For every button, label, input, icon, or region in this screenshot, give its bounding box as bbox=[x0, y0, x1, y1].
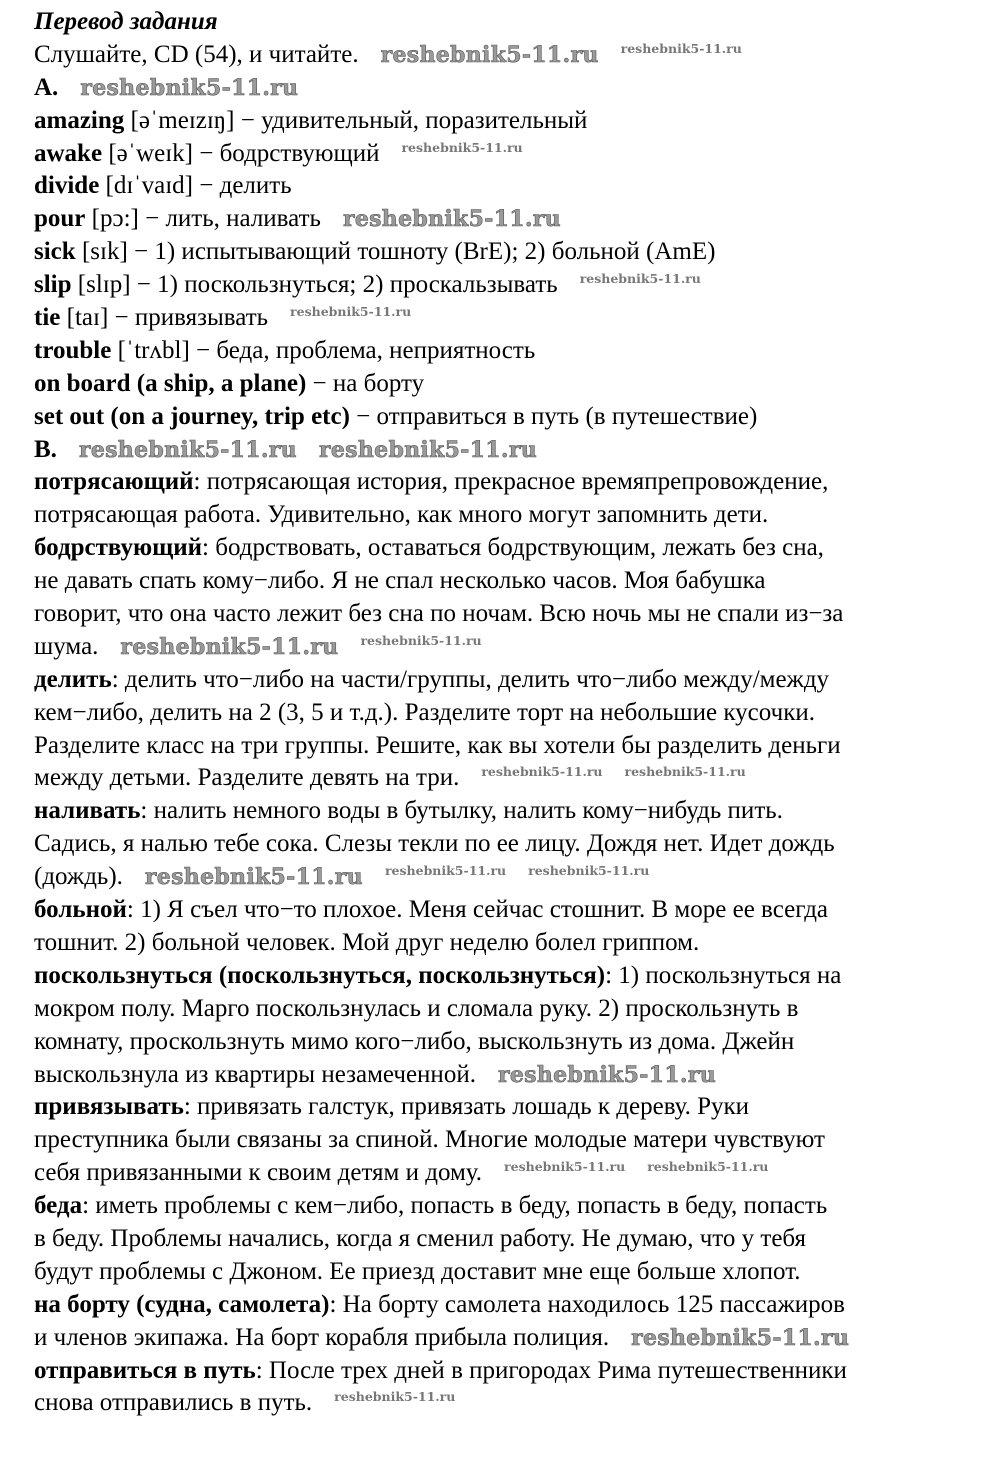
example-text: мокром полу. Марго поскользнулась и сломала руку. 2) проскользнуть в bbox=[34, 994, 799, 1022]
vocabulary-definition: [ˈtrʌbl] − беда, проблема, неприятность bbox=[111, 336, 536, 364]
example-text: между детьми. Разделите девять на три. bbox=[34, 764, 460, 792]
example-line bbox=[34, 1157, 849, 1190]
watermark: reshebnik5-11.ru bbox=[624, 764, 746, 780]
example-text: : бодрствовать, оставаться бодрствующим, лежать без сна, bbox=[202, 534, 824, 562]
watermark: reshebnik5-11.ru bbox=[144, 864, 363, 891]
section-a-line bbox=[34, 72, 849, 105]
watermark: reshebnik5-11.ru bbox=[120, 633, 339, 660]
vocabulary-word: slip bbox=[34, 271, 72, 299]
section-b-label: B. bbox=[34, 435, 57, 463]
vocabulary-entry bbox=[34, 105, 849, 138]
vocabulary-word: trouble bbox=[34, 336, 112, 364]
example-line bbox=[34, 1322, 849, 1355]
example-term: больной bbox=[34, 896, 127, 924]
example-line bbox=[34, 598, 849, 631]
intro-text: Слушайте, CD (54), и читайте. bbox=[34, 40, 359, 68]
example-entry bbox=[34, 532, 849, 664]
example-text: кем−либо, делить на 2 (3, 5 и т.д.). Разделите торт на небольшие кусочки. bbox=[34, 698, 815, 726]
example-text: снова отправились в путь. bbox=[34, 1389, 313, 1417]
vocabulary-word: amazing bbox=[34, 106, 125, 134]
example-entry bbox=[34, 1190, 849, 1289]
example-term: поскользнуться (поскользнуться, поскользнуться) bbox=[34, 961, 606, 989]
example-text: будут проблемы с Джоном. Ее приезд доставит мне еще больше хлопот. bbox=[34, 1257, 801, 1285]
vocabulary-word: set out (on a journey, trip etc) bbox=[34, 402, 350, 430]
watermark: reshebnik5-11.ru bbox=[380, 41, 599, 68]
example-line bbox=[34, 894, 849, 927]
vocabulary-entry bbox=[34, 203, 849, 236]
vocabulary-entry bbox=[34, 401, 849, 434]
watermark: reshebnik5-11.ru bbox=[318, 436, 538, 463]
example-line bbox=[34, 730, 849, 763]
example-line bbox=[34, 828, 849, 861]
example-text: в беду. Проблемы начались, когда я сменил работу. Не думаю, что у тебя bbox=[34, 1224, 807, 1252]
example-line bbox=[34, 664, 849, 697]
example-line bbox=[34, 762, 849, 795]
example-text: : делить что−либо на части/группы, делить что−либо между/между bbox=[111, 665, 830, 693]
example-line bbox=[34, 1289, 849, 1322]
example-entry bbox=[34, 466, 849, 532]
example-line bbox=[34, 1091, 849, 1124]
watermark: reshebnik5-11.ru bbox=[334, 1389, 456, 1405]
example-line bbox=[34, 466, 849, 499]
vocabulary-definition: [slɪp] − 1) поскользнуться; 2) проскальзывать bbox=[71, 271, 558, 299]
example-term: потрясающий bbox=[34, 468, 194, 496]
example-line bbox=[34, 861, 849, 894]
vocabulary-definition: [əˈmeɪzɪŋ] − удивительный, поразительный bbox=[124, 106, 588, 134]
vocabulary-word: awake bbox=[34, 139, 103, 167]
example-text: : 1) поскользнуться на bbox=[605, 961, 842, 989]
example-text: выскользнула из квартиры незамеченной. bbox=[34, 1060, 476, 1088]
example-entry bbox=[34, 1289, 849, 1355]
vocabulary-entry bbox=[34, 170, 849, 203]
vocabulary-definition: [dɪˈvaɪd] − делить bbox=[99, 172, 292, 200]
example-line bbox=[34, 1256, 849, 1289]
example-line bbox=[34, 631, 849, 664]
example-term: отправиться в путь bbox=[34, 1356, 256, 1384]
example-line bbox=[34, 1190, 849, 1223]
example-entry bbox=[34, 1355, 849, 1421]
example-text: тошнит. 2) больной человек. Мой друг неделю болел гриппом. bbox=[34, 928, 700, 956]
example-text: : потрясающая история, прекрасное времяпрепровождение, bbox=[193, 468, 829, 496]
vocabulary-entry bbox=[34, 368, 849, 401]
watermark: reshebnik5-11.ru bbox=[290, 304, 412, 320]
watermark: reshebnik5-11.ru bbox=[360, 632, 482, 648]
example-line bbox=[34, 795, 849, 828]
watermark: reshebnik5-11.ru bbox=[528, 863, 650, 879]
vocabulary-word: pour bbox=[34, 205, 86, 233]
example-text: потрясающая работа. Удивительно, как много могут запомнить дети. bbox=[34, 501, 769, 529]
watermark: reshebnik5-11.ru bbox=[504, 1159, 626, 1175]
watermark: reshebnik5-11.ru bbox=[342, 206, 561, 233]
vocabulary-entry bbox=[34, 236, 849, 269]
example-line bbox=[34, 499, 849, 532]
section-b-line bbox=[34, 434, 849, 467]
example-text: себя привязанными к своим детям и дому. bbox=[34, 1159, 483, 1187]
example-line bbox=[34, 1355, 849, 1388]
vocabulary-word: on board (a ship, a plane) bbox=[34, 369, 307, 397]
vocabulary-definition: [əˈweɪk] − бодрствующий bbox=[102, 139, 380, 167]
watermark: reshebnik5-11.ru bbox=[631, 1324, 850, 1351]
example-text: : 1) Я съел что−то плохое. Меня сейчас стошнит. В море ее всегда bbox=[126, 896, 829, 924]
watermark: reshebnik5-11.ru bbox=[579, 271, 701, 287]
vocabulary-definition: [pɔ:] − лить, наливать bbox=[85, 205, 321, 233]
vocabulary-entry bbox=[34, 302, 849, 335]
vocabulary-word: sick bbox=[34, 238, 76, 266]
vocabulary-word: tie bbox=[34, 304, 61, 332]
example-term: бодрствующий bbox=[34, 534, 203, 562]
example-text: говорит, что она часто лежит без сна по ночам. Всю ночь мы не спали из−за bbox=[34, 600, 844, 628]
example-entry bbox=[34, 960, 849, 1092]
document-body bbox=[34, 6, 849, 1420]
example-text: : иметь проблемы с кем−либо, попасть в беду, попасть в беду, попасть bbox=[82, 1192, 828, 1220]
example-line bbox=[34, 1124, 849, 1157]
example-line bbox=[34, 993, 849, 1026]
vocabulary-definition: − на борту bbox=[306, 369, 425, 397]
example-text: не давать спать кому−либо. Я не спал несколько часов. Моя бабушка bbox=[34, 567, 766, 595]
example-term: наливать bbox=[34, 797, 141, 825]
intro-line bbox=[34, 39, 849, 72]
example-line bbox=[34, 1026, 849, 1059]
example-line bbox=[34, 960, 849, 993]
watermark: reshebnik5-11.ru bbox=[481, 764, 603, 780]
example-text: : налить немного воды в бутылку, налить кому−нибудь пить. bbox=[140, 797, 783, 825]
example-line bbox=[34, 532, 849, 565]
example-text: шума. bbox=[34, 632, 99, 660]
watermark: reshebnik5-11.ru bbox=[80, 74, 299, 101]
vocabulary-list bbox=[34, 105, 849, 434]
vocabulary-entry bbox=[34, 138, 849, 171]
example-text: Разделите класс на три группы. Решите, как вы хотели бы разделить деньги bbox=[34, 731, 841, 759]
watermark: reshebnik5-11.ru bbox=[78, 436, 297, 463]
vocabulary-entry bbox=[34, 269, 849, 302]
watermark: reshebnik5-11.ru bbox=[401, 139, 523, 155]
example-term: беда bbox=[34, 1192, 83, 1220]
examples-list bbox=[34, 466, 849, 1420]
example-text: и членов экипажа. На борт корабля прибыла полиция. bbox=[34, 1323, 610, 1351]
vocabulary-entry bbox=[34, 335, 849, 368]
example-term: делить bbox=[34, 665, 112, 693]
example-entry bbox=[34, 664, 849, 796]
vocabulary-definition: [sɪk] − 1) испытывающий тошноту (BrE); 2) больной (AmE) bbox=[75, 238, 716, 266]
example-text: преступника были связаны за спиной. Многие молодые матери чувствуют bbox=[34, 1126, 825, 1154]
example-line bbox=[34, 1059, 849, 1092]
example-term: привязывать bbox=[34, 1093, 184, 1121]
example-term: на борту (судна, самолета) bbox=[34, 1290, 330, 1318]
watermark: reshebnik5-11.ru bbox=[497, 1061, 716, 1088]
example-line bbox=[34, 697, 849, 730]
vocabulary-definition: − отправиться в путь (в путешествие) bbox=[349, 402, 758, 430]
example-entry bbox=[34, 795, 849, 894]
watermark: reshebnik5-11.ru bbox=[384, 863, 507, 879]
example-entry bbox=[34, 1091, 849, 1190]
watermark: reshebnik5-11.ru bbox=[647, 1159, 769, 1175]
page-title: Перевод задания bbox=[34, 8, 218, 35]
example-line bbox=[34, 1387, 849, 1420]
vocabulary-definition: [taɪ] − привязывать bbox=[60, 304, 269, 332]
watermark: reshebnik5-11.ru bbox=[620, 40, 742, 56]
section-a-label: A. bbox=[34, 73, 59, 101]
example-line bbox=[34, 565, 849, 598]
vocabulary-word: divide bbox=[34, 172, 100, 200]
example-line bbox=[34, 927, 849, 960]
example-text: Садись, я налью тебе сока. Слезы текли по ее лицу. Дождя нет. Идет дождь bbox=[34, 830, 835, 858]
example-text: : На борту самолета находилось 125 пассажиров bbox=[329, 1290, 845, 1318]
example-text: : привязать галстук, привязать лошадь к дереву. Руки bbox=[183, 1093, 750, 1121]
example-text: (дождь). bbox=[34, 863, 123, 891]
example-text: : После трех дней в пригородах Рима путешественники bbox=[255, 1356, 847, 1384]
example-entry bbox=[34, 894, 849, 960]
example-text: комнату, проскользнуть мимо кого−либо, выскользнуть из дома. Джейн bbox=[34, 1027, 795, 1055]
example-line bbox=[34, 1223, 849, 1256]
